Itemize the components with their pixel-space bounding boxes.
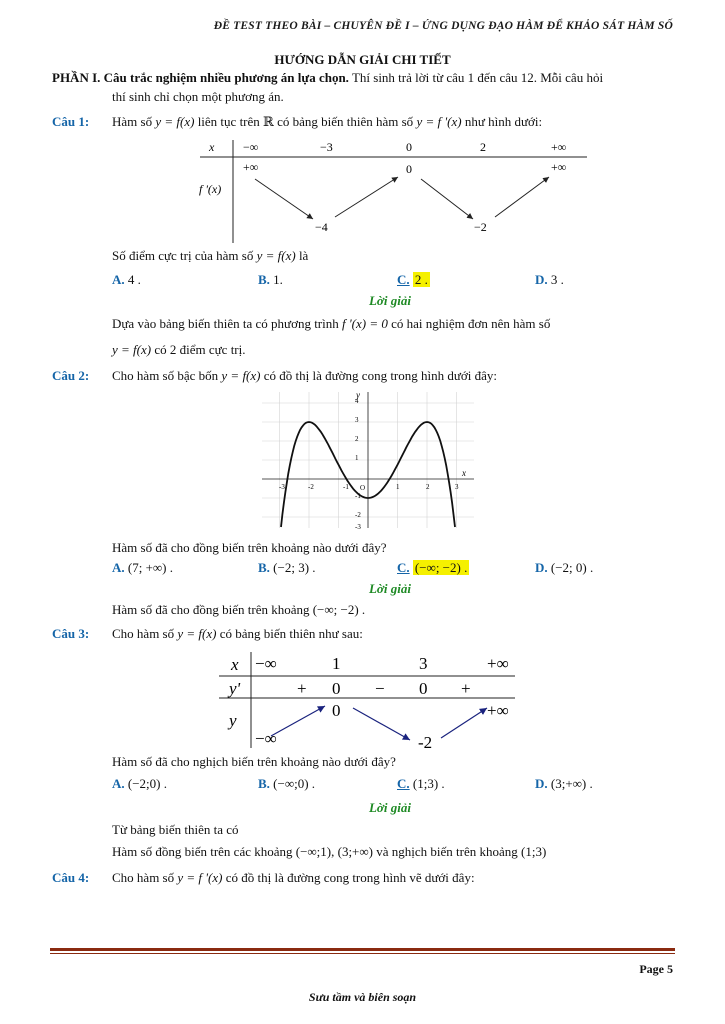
footer-credit: Sưu tầm và biên soạn [308, 990, 417, 1004]
t1-f2: 0 [406, 162, 412, 176]
t1-f0: +∞ [243, 160, 259, 174]
q2-option-d[interactable]: D. (−2; 0) . [535, 560, 594, 575]
part-intro-line2: thí sinh chỉ chọn một phương án. [112, 89, 284, 104]
q1-option-b[interactable]: B. 1. [258, 272, 283, 287]
svg-text:2: 2 [355, 435, 359, 443]
svg-text:4: 4 [355, 397, 359, 405]
question-1-stem: Hàm số y = f(x) liên tục trên ℝ có bảng biến thiên hàm số y = f '(x) như hình dưới: [112, 114, 543, 129]
svg-text:-2: -2 [308, 483, 314, 491]
q2-option-a[interactable]: A. (7; +∞) . [112, 560, 174, 575]
svg-text:3: 3 [419, 654, 428, 673]
svg-text:0: 0 [419, 679, 428, 698]
q1-solution-title: Lời giải [368, 293, 411, 308]
part-intro: PHẦN I. Câu trắc nghiệm nhiều phương án lựa chọn. Thí sinh trả lời từ câu 1 đến câu 12. Mỗi câu hỏi [52, 70, 604, 85]
question-4-stem: Cho hàm số y = f '(x) có đồ thị là đường cong trong hình vẽ dưới đây: [112, 870, 475, 885]
t1-arrow-3 [421, 179, 473, 219]
svg-text:-1: -1 [355, 492, 361, 500]
q1-option-a[interactable]: A. 4 . [112, 272, 141, 287]
question-2-ask: Hàm số đã cho đồng biến trên khoảng nào dưới đây? [112, 540, 387, 555]
question-1-label: Câu 1: [52, 114, 90, 129]
svg-text:-2: -2 [355, 511, 361, 519]
t3-arrow-1 [271, 706, 325, 736]
svg-text:+: + [297, 679, 307, 698]
svg-text:-3: -3 [355, 523, 361, 531]
footer-rule [50, 948, 675, 951]
svg-text:x: x [462, 468, 466, 478]
t3-arrow-2 [353, 708, 410, 740]
quartic-graph [258, 388, 480, 532]
question-1-ask: Số điểm cực trị của hàm số y = f(x) là [112, 248, 309, 263]
question-2-stem: Cho hàm số bậc bốn y = f(x) có đồ thị là đường cong trong hình dưới đây: [112, 368, 498, 383]
svg-text:1: 1 [332, 654, 341, 673]
q3-option-d[interactable]: D. (3;+∞) . [535, 776, 593, 791]
q1-solution-line2: y = f(x) có 2 điểm cực trị. [112, 342, 246, 357]
q1-option-d[interactable]: D. 3 . [535, 272, 564, 287]
t1-x1: −3 [320, 140, 333, 154]
svg-text:1: 1 [396, 483, 400, 491]
variation-table-3 [215, 650, 520, 750]
svg-text:y: y [229, 711, 237, 730]
svg-text:-1: -1 [343, 483, 349, 491]
svg-text:−∞: −∞ [255, 654, 277, 673]
t1-x2: 0 [406, 140, 412, 154]
document-header: ĐỀ TEST THEO BÀI – CHUYÊN ĐỀ I – ỨNG DỤNG ĐẠO HÀM ĐỂ KHẢO SÁT HÀM SỐ [213, 20, 673, 32]
question-4-label: Câu 4: [52, 870, 90, 885]
question-3-stem: Cho hàm số y = f(x) có bảng biến thiên như sau: [112, 626, 363, 641]
svg-text:+∞: +∞ [487, 701, 509, 720]
t1-x4: +∞ [551, 140, 567, 154]
t1-x0: −∞ [243, 140, 259, 154]
variation-table-1 [195, 135, 595, 245]
svg-text:3: 3 [455, 483, 459, 491]
t3-arrow-3 [441, 708, 487, 738]
question-2-label: Câu 2: [52, 368, 90, 383]
svg-text:x: x [231, 655, 239, 674]
q3-option-a[interactable]: A. (−2;0) . [112, 776, 167, 791]
q1-solution-line1: Dựa vào bảng biến thiên ta có phương trình f '(x) = 0 có hai nghiệm đơn nên hàm số [112, 316, 551, 331]
t1-f1: −4 [315, 220, 328, 234]
q3-option-c[interactable]: C. (1;3) . [397, 776, 445, 791]
footer-rule-thin [50, 953, 675, 954]
question-3-ask: Hàm số đã cho nghịch biến trên khoảng nào dưới đây? [112, 754, 396, 769]
svg-text:+∞: +∞ [487, 654, 509, 673]
q3-solution-line2: Hàm số đồng biến trên các khoảng (−∞;1), (3;+∞) và nghịch biến trên khoảng (1;3) [112, 844, 547, 859]
svg-text:−∞: −∞ [255, 729, 277, 748]
t1-f3: −2 [474, 220, 487, 234]
t1-f4: +∞ [551, 160, 567, 174]
page-number: Page 5 [639, 962, 673, 976]
svg-text:0: 0 [332, 679, 341, 698]
q3-option-b[interactable]: B. (−∞;0) . [258, 776, 316, 791]
svg-text:−: − [375, 679, 385, 698]
part-label: PHẦN I. Câu trắc nghiệm nhiều phương án lựa chọn. [52, 70, 349, 85]
q2-solution-title: Lời giải [368, 581, 411, 596]
t1-row-f: f '(x) [199, 182, 222, 196]
q2-solution-line: Hàm số đã cho đồng biến trên khoảng (−∞; −2) . [112, 602, 366, 617]
origin-label: O [360, 484, 366, 492]
svg-text:y: y [356, 390, 360, 400]
t1-arrow-2 [335, 177, 398, 217]
q1-option-c[interactable]: C. 2 . [397, 272, 428, 287]
svg-text:1: 1 [355, 454, 359, 462]
t1-arrow-4 [495, 177, 549, 217]
question-3-label: Câu 3: [52, 626, 90, 641]
svg-text:-3: -3 [279, 483, 285, 491]
svg-text:+: + [461, 679, 471, 698]
svg-text:y': y' [229, 679, 241, 698]
svg-text:3: 3 [355, 416, 359, 424]
svg-text:-2: -2 [418, 733, 433, 750]
t1-x3: 2 [480, 140, 486, 154]
section-title: HƯỚNG DẪN GIẢI CHI TIẾT [274, 52, 451, 67]
t1-arrow-1 [255, 179, 313, 219]
q2-option-b[interactable]: B. (−2; 3) . [258, 560, 316, 575]
q2-option-c[interactable]: C. (−∞; −2) . [397, 560, 468, 575]
q3-solution-line1: Từ bảng biến thiên ta có [112, 822, 239, 837]
q3-solution-title: Lời giải [368, 800, 411, 815]
t1-row-x: x [209, 140, 215, 154]
svg-text:0: 0 [332, 701, 341, 720]
svg-text:2: 2 [426, 483, 430, 491]
